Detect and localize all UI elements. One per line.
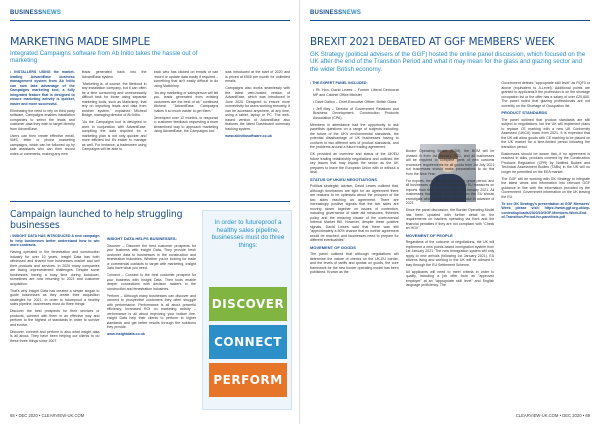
brexit-paragraph: Businesses should be aware that, if no agreement is reached in talks, products covered by the Construction Products Regulation (CPR) by Notified Bodies and Technical Assessment Bodies (TABs) in the UK will no longer be permitted on the EEA market. [501, 151, 591, 174]
article1-paragraph: "Marketing is, of course, the lifeblood in any installation company, but it can often be a time consuming and unnecessarily difficult task for those using separate marketing tools, such as Mailchimp, that rely on importing leads and data from another system," explained Micheal Bridge, managing director of Ab Initio. [81, 81, 147, 117]
advert-discover: DISCOVER [209, 287, 287, 321]
article2-paragraph: Discover – Discover the best customer prospects for your business with Insight Data. They provide fresh customer data to businesses in the construction and fenestration industries. Whether you're looking for trade or commercial contacts to target with marketing, Insight Data have what you need. [106, 243, 196, 270]
header-rule [310, 20, 590, 21]
article1-paragraph: Developed over 12 months, in response to customer feedback requesting a more streamlined way to approach marketing using AdvantEase, the Campaigns tool [153, 115, 219, 133]
article1-body [10, 70, 290, 198]
advert-perform: PERFORM [209, 363, 287, 397]
article2-subheading: INSIGHT DATA HELPS BUSINESSES: [106, 236, 177, 241]
section-label [10, 10, 61, 16]
article1-standfirst: Integrated Campaigns software from Ab Initio takes the hassle out of marketing [10, 50, 198, 65]
right-page [300, 0, 600, 424]
brexit-body [310, 81, 590, 411]
brexit-paragraph: The GGF will be working with GK Strategy to integrate the latest views and information into relevant GGF guidance in line with the information provided by the Government. Government information on the UK leaving the EU. [501, 176, 591, 199]
article2-paragraph: Connect – Connect to the best customer prospect for your business with Insight Data. Their tools enable deeper connections with decision makers in the construction and fenestration industries. [106, 273, 196, 291]
brexit-paragraph: The panel outlined that although negotiations will determine the nature of checks on the UK-EU border, and the levels of tariffs and quotas on goods, the core framework for the new border operating model has been published. Known as the [310, 252, 399, 274]
brexit-column-3 [501, 81, 590, 411]
article2-paragraph: Discover, connect and perform is also what insight data is all about. They have been helping our clients to do these three things since 2007. [10, 329, 100, 343]
article2-column-2 [107, 234, 197, 406]
article1-paragraph: track who has clicked on emails or can record or update data easily if required – something that isn't easily difficult to do using Mailchimp. [153, 70, 219, 88]
article2-headline: Campaign launched to help struggling businesses [10, 209, 183, 231]
advert-connect: CONNECT [209, 325, 287, 359]
page-footer: CLEARVIEW-UK.COM • DEC 2020 • 69 [515, 413, 590, 418]
article1-paragraph: Eliminating the need to rely on third party software, Campaigns enables installation companies to select the leads and customer data they wish to target directly from AdvantEase. [10, 108, 75, 131]
brexit-headline: BREXIT 2021 DEBATED AT GGF MEMBERS' WEEK [310, 36, 555, 48]
article1-column-4 [225, 70, 290, 198]
article2-body [10, 234, 196, 406]
article1-website-link[interactable]: www.abinitiosoftware.co.uk [225, 133, 272, 138]
section-label-main: BUSINESS [310, 10, 343, 16]
article-separator [10, 201, 290, 202]
article2-paragraph: Discover the best prospects for their services or products, connect with them in an effective way and perform to the highest of standards in order to survive and evolve. [10, 309, 100, 327]
header-rule [10, 20, 290, 21]
section-label-alt: NEWS [42, 10, 62, 16]
article1-paragraph: "As the Campaigns tool is designed to work in conjunction with AdvantEase, compiling the data required for a marketing plan is not only quicker and more efficient but it's easier to manage as well. For instance, a tradesmen using Campaigns will be able to [81, 120, 147, 151]
brexit-standfirst: GK Strategy (political advisers of the GGF) hosted the online panel discussion, which focused on the UK after the end of the Transition Period and what it may mean for the glass and glazing sector and the wider British economy. [310, 51, 586, 73]
brexit-column-2 [406, 81, 495, 411]
brexit-paragraph: GK provided an overview and status of the UK/EU future trading relationship negotiations and outlined the key issues that may impact the sector as the UK prepares to leave the European Union with or without a deal. [310, 152, 399, 174]
brexit-paragraph: The panel outlined that product standards are still subject to negotiations, but the UK will implement plans to replace CE marking with a new UK Conformity Assessed (UKCA) mark from 2021. It is expected that the UK will allow goods with CE marking to be placed on the UK market for a time-limited period following the transition period. [501, 117, 591, 149]
article2-paragraph: Perform – Although many businesses can discover and connect to prospective customers they often struggle with performance. Performance is all about powerful efficiency, increased ROI on marketing activity – performance is all about improving your bottom line. Insight Data help their clients to perform to higher standards and get better results through the solutions they provide. [106, 293, 196, 329]
brexit-column-1 [310, 81, 399, 411]
brexit-subheading: PRODUCT STANDARDS [501, 110, 548, 115]
advert-tagline: In order to futureproof a healthy sales pipeline, businesses must do three things: [211, 219, 285, 249]
section-label-alt: NEWS [342, 10, 362, 16]
brexit-bullet: • Jeff May – Director of Government Relations and Business Development, Construction Products Association (CPA) [313, 106, 399, 120]
brexit-bullet: • Dave Dalton – Chief Executive Officer, British Glass [313, 99, 397, 104]
brexit-bullet: • Rt. Hon. David Lewes – Former Liberal Democrat MP and Cabinet Office Minister [313, 88, 399, 97]
insight-data-advert [202, 210, 292, 410]
article2-column-1 [10, 234, 100, 406]
section-label [310, 10, 361, 16]
brexit-subheading: STATUS OF UK/EU NEGOTIATIONS [310, 176, 377, 182]
brexit-paragraph: All applicants will need to meet criteria in order to qualify, including a job offer from an "approved employer" at an "appropriate skill level" and English language proficiency. The [405, 269, 495, 287]
section-label-main: BUSINESS [10, 10, 43, 16]
brexit-paragraph: Political strategist, adviser, David Lewes outlined that, although timeframes are tight for an agreement there are reasons to be optimistic about the prospect of the two sides reaching an agreement. There are increasingly positive signals that the two sides are moving closer together on issues of contention, including governance of state aid measures, fisheries policy and the meaning clause of the controversial Internal Market Bill. However, despite these positive signals, David Lewes said that there was still "approximately a 50% chance that no further agreement would be reached, and businesses need to prepare for different eventualities". [310, 184, 399, 242]
page-footer: 68 • DEC 2020 • CLEARVIEW-UK.COM [10, 413, 85, 418]
article1-paragraph: • INSTALLERS USING the market-leading AdvantEase business management system from Ab Initio can now take advantage of the Campaigns marketing tool, a fully integrated feature that is designed to ensure marketing activity is quicker, easier and more successful. [10, 70, 75, 106]
article2-paragraph: • INSIGHT DATA HAS INTRODUCED A new campaign to help businesses better understand how to win more contracts. [10, 234, 100, 247]
gk-presentation-link[interactable]: To see GK Strategy's presentation at GGF Members' Week please visit: https://www.ggf.org.uk/wp-content/uploads/2020/10/GGF-Members-Week-End-of-Transition-Period-for-panellists.pdf [501, 201, 591, 219]
article2-paragraph: Having operated in the fenestration and construction industry for over 10 years, Insight Data has both witnessed and shared how businesses market and sell their products and services. In 2020 many companies are facing unprecedented challenges. Despite some businesses having a busy time during lockdown, sometimes are now returning to 2021 and customer acquisition. [10, 250, 100, 286]
brexit-paragraph: Since the panel discussion, the Border Operating Model has been updated with further detail on the requirements on hauliers operating via Kent and the financial penalties if they are not compliant with "Check an HGV". [405, 208, 495, 230]
article2-website-link[interactable]: www.insightdata.co.uk [106, 332, 145, 336]
article1-paragraph: "As any marketing or salesperson will tell you, leads generated from existing customers are the best of all," continued Micheal. "AdvantEase Campaigns makes it so much easier to get them." [153, 90, 219, 113]
article1-paragraph: Users can then create effective email, SMS, letter or phone marketing campaigns, which can be followed up by sale assistants who can then record notes or comments, making any new [10, 133, 75, 156]
article1-column-3 [154, 70, 219, 198]
brexit-paragraph: Border Operating Model (BOM), the BOM will be phased in from 1st January 2021, and all businesses will be required to complete parts of new customs procedure requirements for all goods from 1st July 2021 but businesses should make preparations to do this from the New Year. [405, 149, 495, 176]
brexit-paragraph: For exports, there will not be a similar grace period, and all businesses will need to comply with EU measures on imports from third countries from 1st January 2021. All businesses that import and export from the EU should investigate which steps they need to take in advance of 2021. [405, 178, 495, 205]
brexit-paragraph: Regardless of the outcome of negotiations, the UK will implement a new points-based immigration system from 1st January 2021. The new immigration system will only apply to new arrivals (following 1st January 2021). EU citizens living and working in the UK will be allowed to stay through the EU Settlement Scheme. [405, 240, 495, 267]
article1-paragraph: Campaigns also works seamlessly with the latest web-hosted version of AdvantEase, which was introduced in June 2020. Designed to ensure more connectivity for users working remotely, it can be accessed anywhere, at any time, using a tablet, laptop or PC. The web-based version of AdvantEase also features the latest Dashboard summary tracking system. [225, 86, 290, 131]
brexit-paragraph: Members in attendance had the opportunity to ask panellists questions on a range of subjects including: the future of the UK's environmental standards, the potential disadvantage of UK businesses having to conform to two different sets of product standards, and the problems around a future trading agreement. [310, 122, 399, 149]
brexit-subheading: MOVEMENT OF GOODS [310, 244, 356, 250]
article1-column-1 [10, 70, 75, 198]
brexit-paragraph: Government defines "appropriate skill level" as RQF3 or above (equivalent to A-Level). Additional points are granted to applicants if the profession is on the shortage occupation list or the offer has a salary of over £25,600. The panel noted that glazing professionals are not currently on the Shortage of Occupation list. [501, 81, 591, 108]
article1-column-2 [82, 70, 147, 198]
article1-paragraph: was introduced at the start of 2020 and is priced at £500 per month for unlimited emails. [225, 70, 290, 83]
brexit-paragraph: • THE EXPERT PANEL INCLUDED: [310, 81, 368, 85]
article1-paragraph: leads generated back into the AdvantEase system. [81, 70, 147, 79]
brexit-subheading: MOVEMENT OF PEOPLE [405, 232, 453, 238]
article2-paragraph: That's why Insight Data has created a simple slogan to guide businesses as they create their acquisition strategies for 2021. In order to futureproof a healthy sales pipeline, businesses must do three things: [10, 288, 100, 306]
article1-headline: MARKETING MADE SIMPLE [10, 35, 151, 48]
